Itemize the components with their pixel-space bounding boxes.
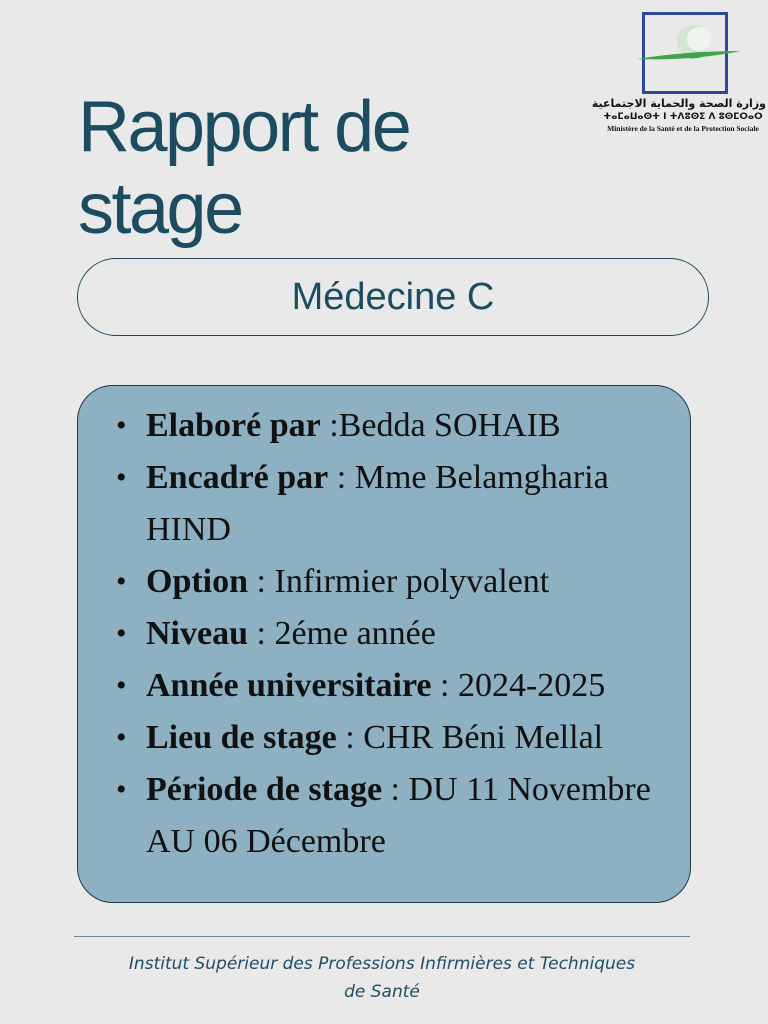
info-item-lieu [146,712,670,764]
info-label: Lieu de stage [146,719,337,756]
info-label: Encadré par [146,459,329,496]
info-label: Option [146,563,249,600]
logo-tifinagh-text: ⵜⴰⵎⴰⵡⴰⵙⵜ ⵏ ⵜⴷⵓⵙⵉ ⴷ ⵓⵙⵎⵔⴰⵔ [603,112,763,122]
info-separator: : [248,563,275,600]
info-separator: : [320,407,339,444]
footer-divider [74,936,690,937]
logo-arabic-text: وزارة الصحة والحماية الاجتماعية [591,97,766,110]
info-label: Niveau [146,615,248,652]
info-value: CHR Béni Mellal [363,719,604,756]
info-value: Infirmier polyvalent [274,563,550,600]
footer-line2: de Santé [344,982,420,1002]
info-label: Année universitaire [146,667,432,704]
info-item-option [146,556,670,608]
report-title [78,86,578,250]
info-value: 2024-2025 [457,667,606,704]
info-label: Elaboré par [146,407,321,444]
footer-line1: Institut Supérieur des Professions Infirmières et Techniques [128,954,636,974]
info-value: 2éme année [274,615,436,652]
info-value: Mme Belamgharia HIND [146,459,609,548]
department-pill [77,258,709,336]
info-separator: : [382,771,409,808]
info-separator: : [336,719,364,756]
info-separator: : [328,459,355,496]
department-label: Médecine C [291,275,495,318]
info-item-periode [146,764,670,868]
info-list [78,386,690,868]
crescent-icon [631,21,741,81]
info-item-encadre [146,452,670,556]
info-box [77,385,691,903]
footer-institute [70,950,694,1006]
info-item-niveau [146,608,670,660]
info-item-annee [146,660,670,712]
info-value: Bedda SOHAIB [338,407,561,444]
info-separator: : [431,667,458,704]
info-separator: : [248,615,275,652]
logo-emblem [642,12,728,94]
logo-french-text: Ministère de la Santé et de la Protection Sociale [607,124,759,133]
info-item-elabore [146,400,670,452]
info-label: Période de stage [146,771,383,808]
report-title-line2: stage [78,169,242,249]
info-value: DU 11 Novembre AU 06 Décembre [146,771,651,860]
report-title-line1: Rapport de [78,87,410,167]
ministry-logo [591,8,766,138]
